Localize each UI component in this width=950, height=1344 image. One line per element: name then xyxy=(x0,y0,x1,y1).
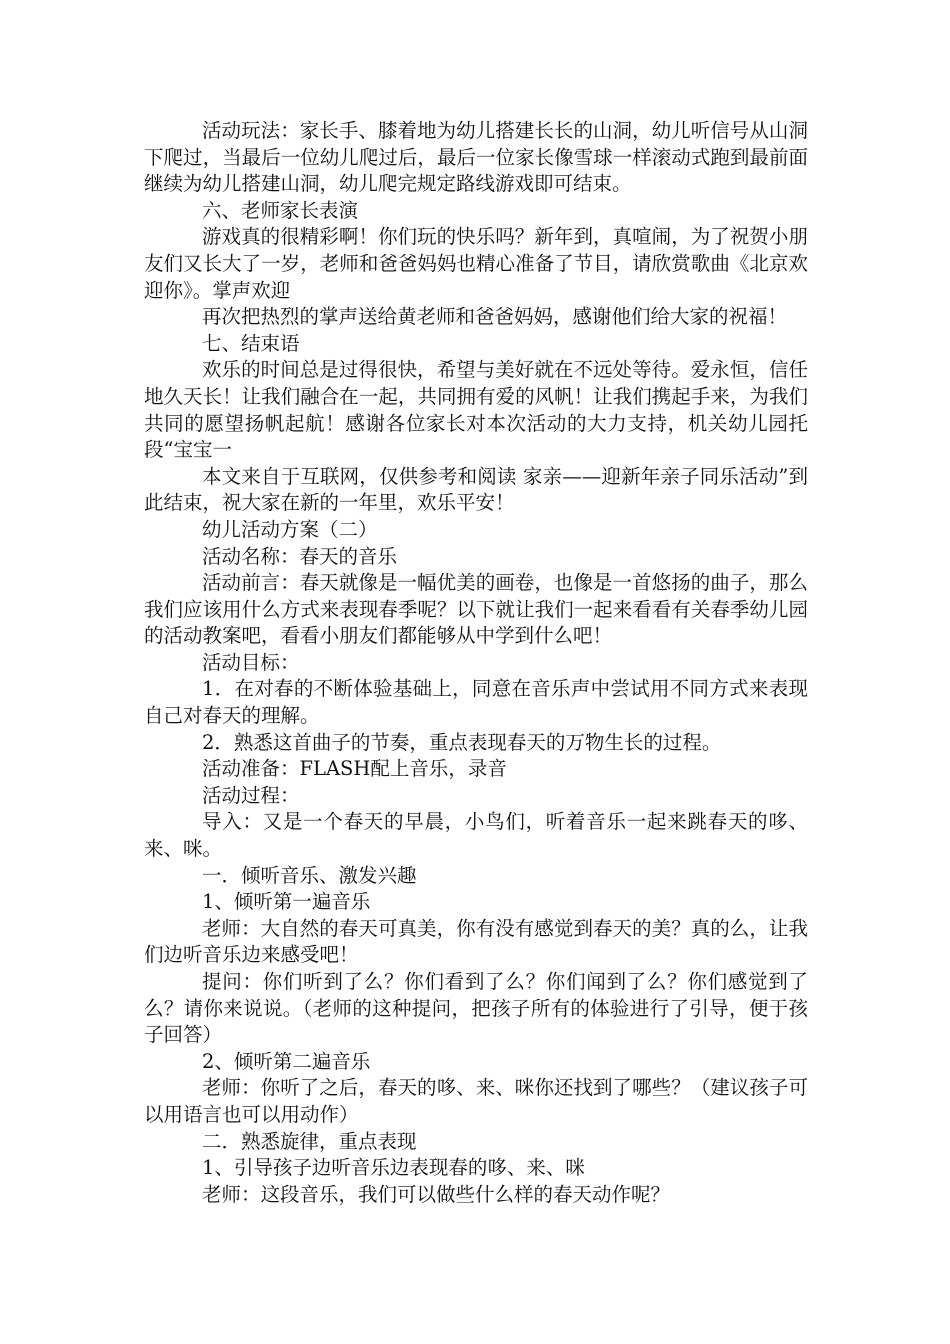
paragraph-questions: 提问：你们听到了么？你们看到了么？你们闻到了么？你们感觉到了么？请你来说说。（老师的这种提问，把孩子所有的体验进行了引导，便于孩子回答） xyxy=(144,970,808,1047)
paragraph-goal-1: 1．在对春的不断体验基础上，同意在音乐声中尝试用不同方式来表现自己对春天的理解。 xyxy=(144,677,808,728)
paragraph-teacher-do-re-mi: 老师：你听了之后，春天的哆、来、咪你还找到了哪些？（建议孩子可以用语言也可以用动作） xyxy=(144,1076,808,1126)
document-body xyxy=(144,118,808,1208)
paragraph-applause: 再次把热烈的掌声送给黄老师和爸爸妈妈，感谢他们给大家的祝福！ xyxy=(202,305,788,329)
paragraph-listen-first: 1、倾听第一遍音乐 xyxy=(202,890,371,914)
plan-title: 幼儿活动方案（二） xyxy=(202,517,378,541)
section-heading-goals: 活动目标： xyxy=(202,650,300,674)
paragraph-source-note: 本文来自于互联网，仅供参考和阅读 家亲——迎新年亲子同乐活动”到此结束，祝大家在新的一年里，欢乐平安！ xyxy=(144,464,808,515)
paragraph-teacher-nature: 老师：大自然的春天可真美，你有没有感觉到春天的美？真的么，让我们边听音乐边来感受吧！ xyxy=(144,916,808,967)
paragraph-performance-intro: 游戏真的很精彩啊！你们玩的快乐吗？新年到，真喧闹，为了祝贺小朋友们又长大了一岁，老师和爸爸妈妈也精心准备了节目，请欣赏歌曲《北京欢迎你》。掌声欢迎 xyxy=(144,225,808,302)
paragraph-guide-children: 1、引导孩子边听音乐边表现春的哆、来、咪 xyxy=(202,1156,585,1180)
section-heading-melody: 二．熟悉旋律，重点表现 xyxy=(202,1129,417,1153)
section-heading-teacher-parent-show: 六、老师家长表演 xyxy=(202,198,359,222)
paragraph-preparation: 活动准备：FLASH配上音乐，录音 xyxy=(202,757,507,781)
paragraph-teacher-spring-moves: 老师：这段音乐，我们可以做些什么样的春天动作呢？ xyxy=(202,1182,671,1206)
paragraph-goal-2: 2．熟悉这首曲子的节奏，重点表现春天的万物生长的过程。 xyxy=(202,730,722,754)
paragraph-closing-speech: 欢乐的时间总是过得很快，希望与美好就在不远处等待。爱永恒，信任地久天长！让我们融合在一起，共同拥有爱的风帆！让我们携起手来，为我们共同的愿望扬帆起航！感谢各位家长对本次活动的大力支持，机关幼儿园托段“宝宝一 xyxy=(144,358,808,462)
section-heading-process: 活动过程： xyxy=(202,783,300,807)
paragraph-activity-name: 活动名称：春天的音乐 xyxy=(202,544,398,568)
paragraph-activity-rules: 活动玩法：家长手、膝着地为幼儿搭建长长的山洞，幼儿听信号从山洞下爬过，当最后一位幼儿爬过后，最后一位家长像雪球一样滚动式跑到最前面继续为幼儿搭建山洞，幼儿爬完规定路线游戏即可结束。 xyxy=(144,119,808,196)
section-heading-listen: 一．倾听音乐、激发兴趣 xyxy=(202,863,417,887)
section-heading-closing: 七、结束语 xyxy=(202,331,300,355)
paragraph-listen-second: 2、倾听第二遍音乐 xyxy=(202,1049,371,1073)
paragraph-lead-in: 导入：又是一个春天的早晨，小鸟们，听着音乐一起来跳春天的哆、来、咪。 xyxy=(144,810,808,861)
paragraph-activity-preface: 活动前言：春天就像是一幅优美的画卷，也像是一首悠扬的曲子，那么我们应该用什么方式来表现春季呢？以下就让我们一起来看看有关春季幼儿园的活动教案吧，看看小朋友们都能够从中学到什么吧！ xyxy=(144,571,808,648)
